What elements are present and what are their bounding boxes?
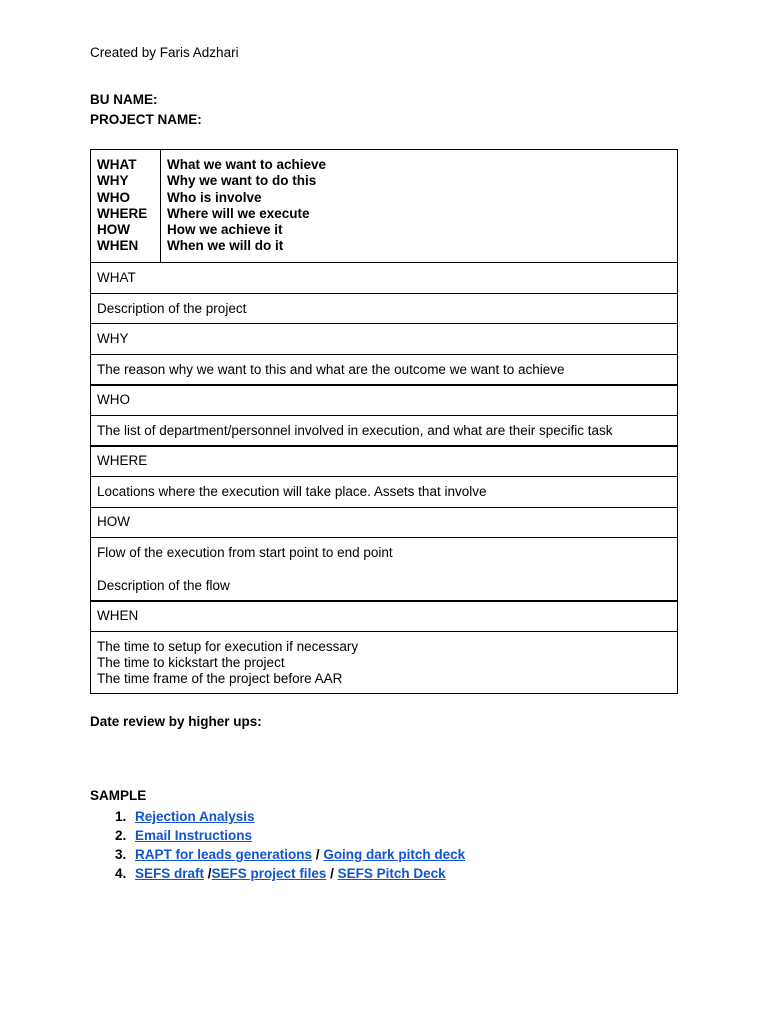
when-description bbox=[97, 639, 358, 687]
list-number: 3. bbox=[115, 847, 127, 862]
rapt-leads-link[interactable]: RAPT for leads generations bbox=[135, 847, 313, 862]
legend-key: WHY bbox=[97, 173, 129, 189]
list-number: 2. bbox=[115, 828, 127, 843]
legend-meaning: When we will do it bbox=[167, 238, 284, 254]
what-heading: WHAT bbox=[97, 270, 136, 285]
legend-keys-cell bbox=[91, 150, 161, 262]
who-description: The list of department/personnel involved in execution, and what are their specific task bbox=[97, 423, 613, 438]
bu-name-label: BU NAME: bbox=[90, 92, 158, 107]
how-description-line: Flow of the execution from start point to end point bbox=[97, 545, 393, 560]
list-number: 1. bbox=[115, 809, 127, 824]
legend-key: WHERE bbox=[97, 205, 148, 221]
list-number: 4. bbox=[115, 866, 127, 881]
sample-list bbox=[90, 807, 465, 883]
email-instructions-link[interactable]: Email Instructions bbox=[135, 828, 253, 843]
legend-key: WHO bbox=[97, 189, 130, 205]
who-desc-row bbox=[91, 416, 677, 447]
rejection-analysis-link[interactable]: Rejection Analysis bbox=[135, 809, 255, 824]
list-item bbox=[90, 807, 465, 826]
planning-table bbox=[90, 149, 678, 694]
legend-key: HOW bbox=[97, 222, 130, 238]
legend-meaning: Where will we execute bbox=[167, 205, 310, 221]
legend-meaning: How we achieve it bbox=[167, 222, 283, 238]
when-heading: WHEN bbox=[97, 608, 139, 623]
where-description: Locations where the execution will take place. Assets that involve bbox=[97, 484, 487, 499]
how-heading: HOW bbox=[97, 514, 130, 529]
legend-keys bbox=[97, 157, 147, 255]
legend-key: WHAT bbox=[97, 157, 137, 172]
when-description-line: The time to setup for execution if necessary bbox=[97, 639, 359, 654]
legend-meaning: Who is involve bbox=[167, 189, 262, 205]
sefs-draft-link[interactable]: SEFS draft bbox=[135, 866, 205, 881]
when-description-line: The time to kickstart the project bbox=[97, 655, 285, 670]
how-desc-row bbox=[91, 538, 677, 602]
what-heading-row bbox=[91, 263, 677, 294]
project-name-label: PROJECT NAME: bbox=[90, 112, 202, 127]
list-item bbox=[90, 864, 465, 883]
author-credit: Created by Faris Adzhari bbox=[90, 45, 239, 60]
why-heading-row bbox=[91, 324, 677, 355]
why-heading: WHY bbox=[97, 331, 129, 346]
list-item bbox=[90, 826, 465, 845]
link-separator: / bbox=[312, 847, 324, 862]
legend-meaning: What we want to achieve bbox=[167, 157, 327, 172]
where-heading-row bbox=[91, 447, 677, 477]
when-heading-row bbox=[91, 602, 677, 632]
when-desc-row bbox=[91, 632, 677, 693]
who-heading: WHO bbox=[97, 392, 130, 407]
why-description: The reason why we want to this and what are the outcome we want to achieve bbox=[97, 362, 565, 377]
why-desc-row bbox=[91, 355, 677, 386]
list-item bbox=[90, 845, 465, 864]
legend-meaning: Why we want to do this bbox=[167, 173, 317, 189]
what-description: Description of the project bbox=[97, 301, 247, 316]
sefs-project-files-link[interactable]: SEFS project files bbox=[211, 866, 327, 881]
date-review-label: Date review by higher ups: bbox=[90, 714, 262, 729]
legend-row bbox=[91, 150, 677, 263]
what-desc-row bbox=[91, 294, 677, 324]
how-description-line: Description of the flow bbox=[97, 578, 230, 593]
where-heading: WHERE bbox=[97, 453, 148, 468]
who-heading-row bbox=[91, 386, 677, 416]
when-description-line: The time frame of the project before AAR bbox=[97, 671, 343, 686]
sample-heading: SAMPLE bbox=[90, 788, 147, 803]
link-separator: / bbox=[326, 866, 338, 881]
legend-meanings bbox=[167, 157, 326, 255]
sefs-pitch-deck-link[interactable]: SEFS Pitch Deck bbox=[337, 866, 446, 881]
where-desc-row bbox=[91, 477, 677, 508]
legend-key: WHEN bbox=[97, 238, 139, 254]
how-heading-row bbox=[91, 508, 677, 538]
link-separator: / bbox=[207, 866, 212, 881]
going-dark-pitch-deck-link[interactable]: Going dark pitch deck bbox=[323, 847, 466, 862]
